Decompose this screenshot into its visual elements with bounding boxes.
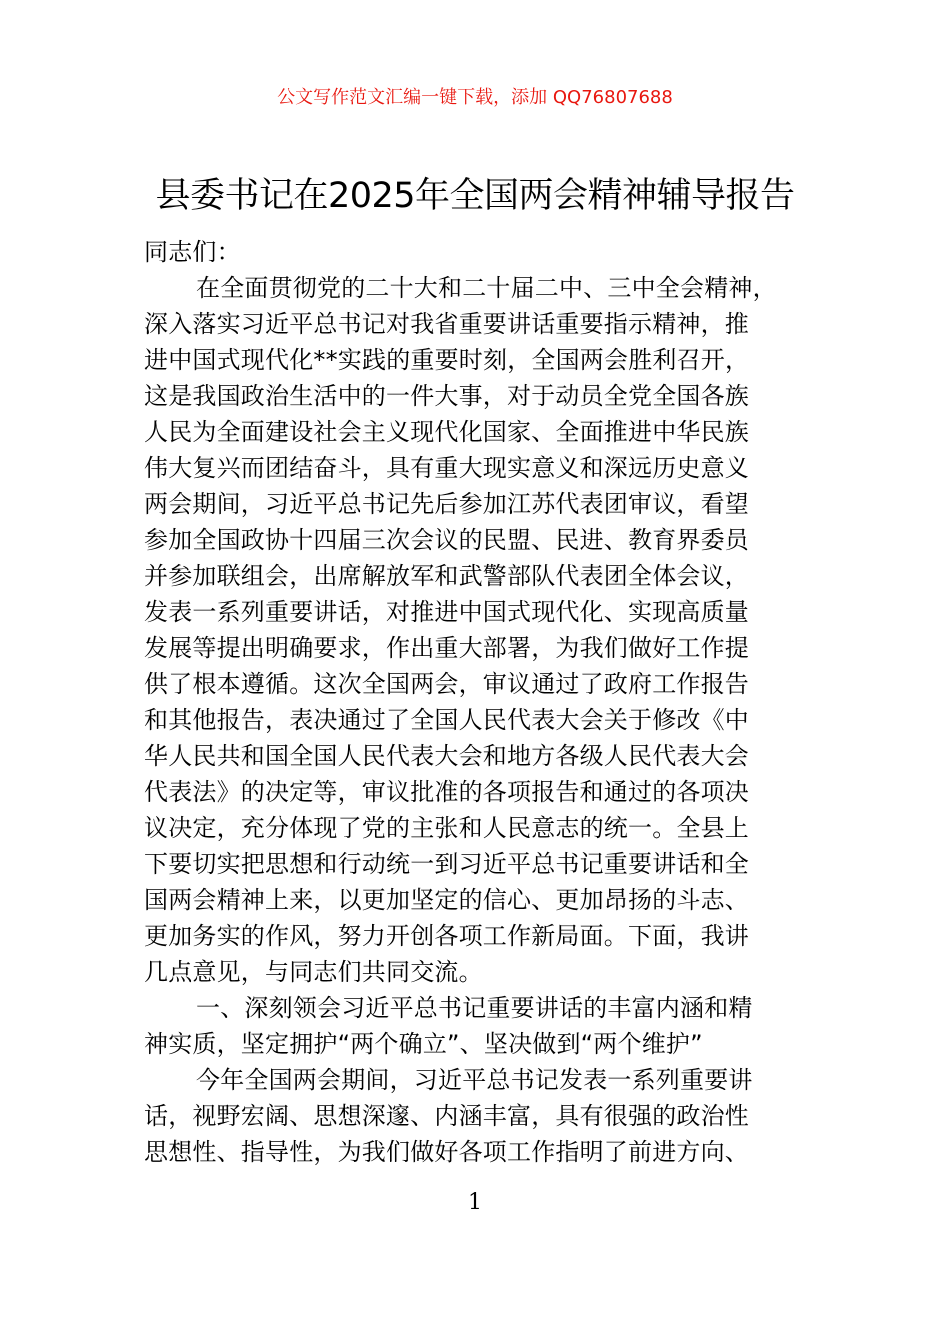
section-heading-line: 神实质，坚定拥护“两个确立”、坚决做到“两个维护” <box>144 1030 703 1058</box>
paragraph-line: 参加全国政协十四届三次会议的民盟、民进、教育界委员 <box>144 526 749 554</box>
paragraph-line: 发表一系列重要讲话，对推进中国式现代化、实现高质量 <box>144 598 749 626</box>
paragraph-line: 华人民共和国全国人民代表大会和地方各级人民代表大会 <box>144 742 749 770</box>
paragraph-line: 今年全国两会期间，习近平总书记发表一系列重要讲 <box>196 1066 753 1094</box>
paragraph-line: 人民为全面建设社会主义现代化国家、全面推进中华民族 <box>144 418 749 446</box>
document-body <box>144 234 820 1170</box>
paragraph-line: 更加务实的作风，努力开创各项工作新局面。下面，我讲 <box>144 922 749 950</box>
paragraph-line: 两会期间，习近平总书记先后参加江苏代表团审议，看望 <box>144 490 749 518</box>
paragraph-line: 思想性、指导性，为我们做好各项工作指明了前进方向、 <box>144 1138 749 1166</box>
paragraph-line: 深入落实习近平总书记对我省重要讲话重要指示精神，推 <box>144 310 749 338</box>
paragraph-line: 几点意见，与同志们共同交流。 <box>144 958 483 986</box>
document-title: 县委书记在2025年全国两会精神辅导报告 <box>155 176 795 216</box>
paragraph-line: 这是我国政治生活中的一件大事，对于动员全党全国各族 <box>144 382 749 410</box>
paragraph-line: 议决定，充分体现了党的主张和人民意志的统一。全县上 <box>144 814 749 842</box>
salutation: 同志们： <box>144 238 241 266</box>
paragraph-line: 进中国式现代化**实践的重要时刻，全国两会胜利召开， <box>144 346 750 374</box>
paragraph-line: 下要切实把思想和行动统一到习近平总书记重要讲话和全 <box>144 850 749 878</box>
paragraph-line: 并参加联组会，出席解放军和武警部队代表团全体会议， <box>144 562 749 590</box>
page-number: 1 <box>468 1190 482 1215</box>
paragraph-line: 话，视野宏阔、思想深邃、内涵丰富，具有很强的政治性 <box>144 1102 749 1130</box>
paragraph-line: 代表法》的决定等，审议批准的各项报告和通过的各项决 <box>144 778 749 806</box>
paragraph-line: 供了根本遵循。这次全国两会，审议通过了政府工作报告 <box>144 670 749 698</box>
paragraph-line: 在全面贯彻党的二十大和二十届二中、三中全会精神， <box>196 274 777 302</box>
paragraph-line: 国两会精神上来，以更加坚定的信心、更加昂扬的斗志、 <box>144 886 749 914</box>
paragraph-line: 伟大复兴而团结奋斗，具有重大现实意义和深远历史意义 <box>144 454 749 482</box>
download-note: 公文写作范文汇编一键下载，添加 QQ76807688 <box>277 87 673 108</box>
paragraph-line: 和其他报告，表决通过了全国人民代表大会关于修改《中 <box>144 706 749 734</box>
paragraph-line: 发展等提出明确要求，作出重大部署，为我们做好工作提 <box>144 634 749 662</box>
section-heading-line: 一、深刻领会习近平总书记重要讲话的丰富内涵和精 <box>196 994 753 1022</box>
